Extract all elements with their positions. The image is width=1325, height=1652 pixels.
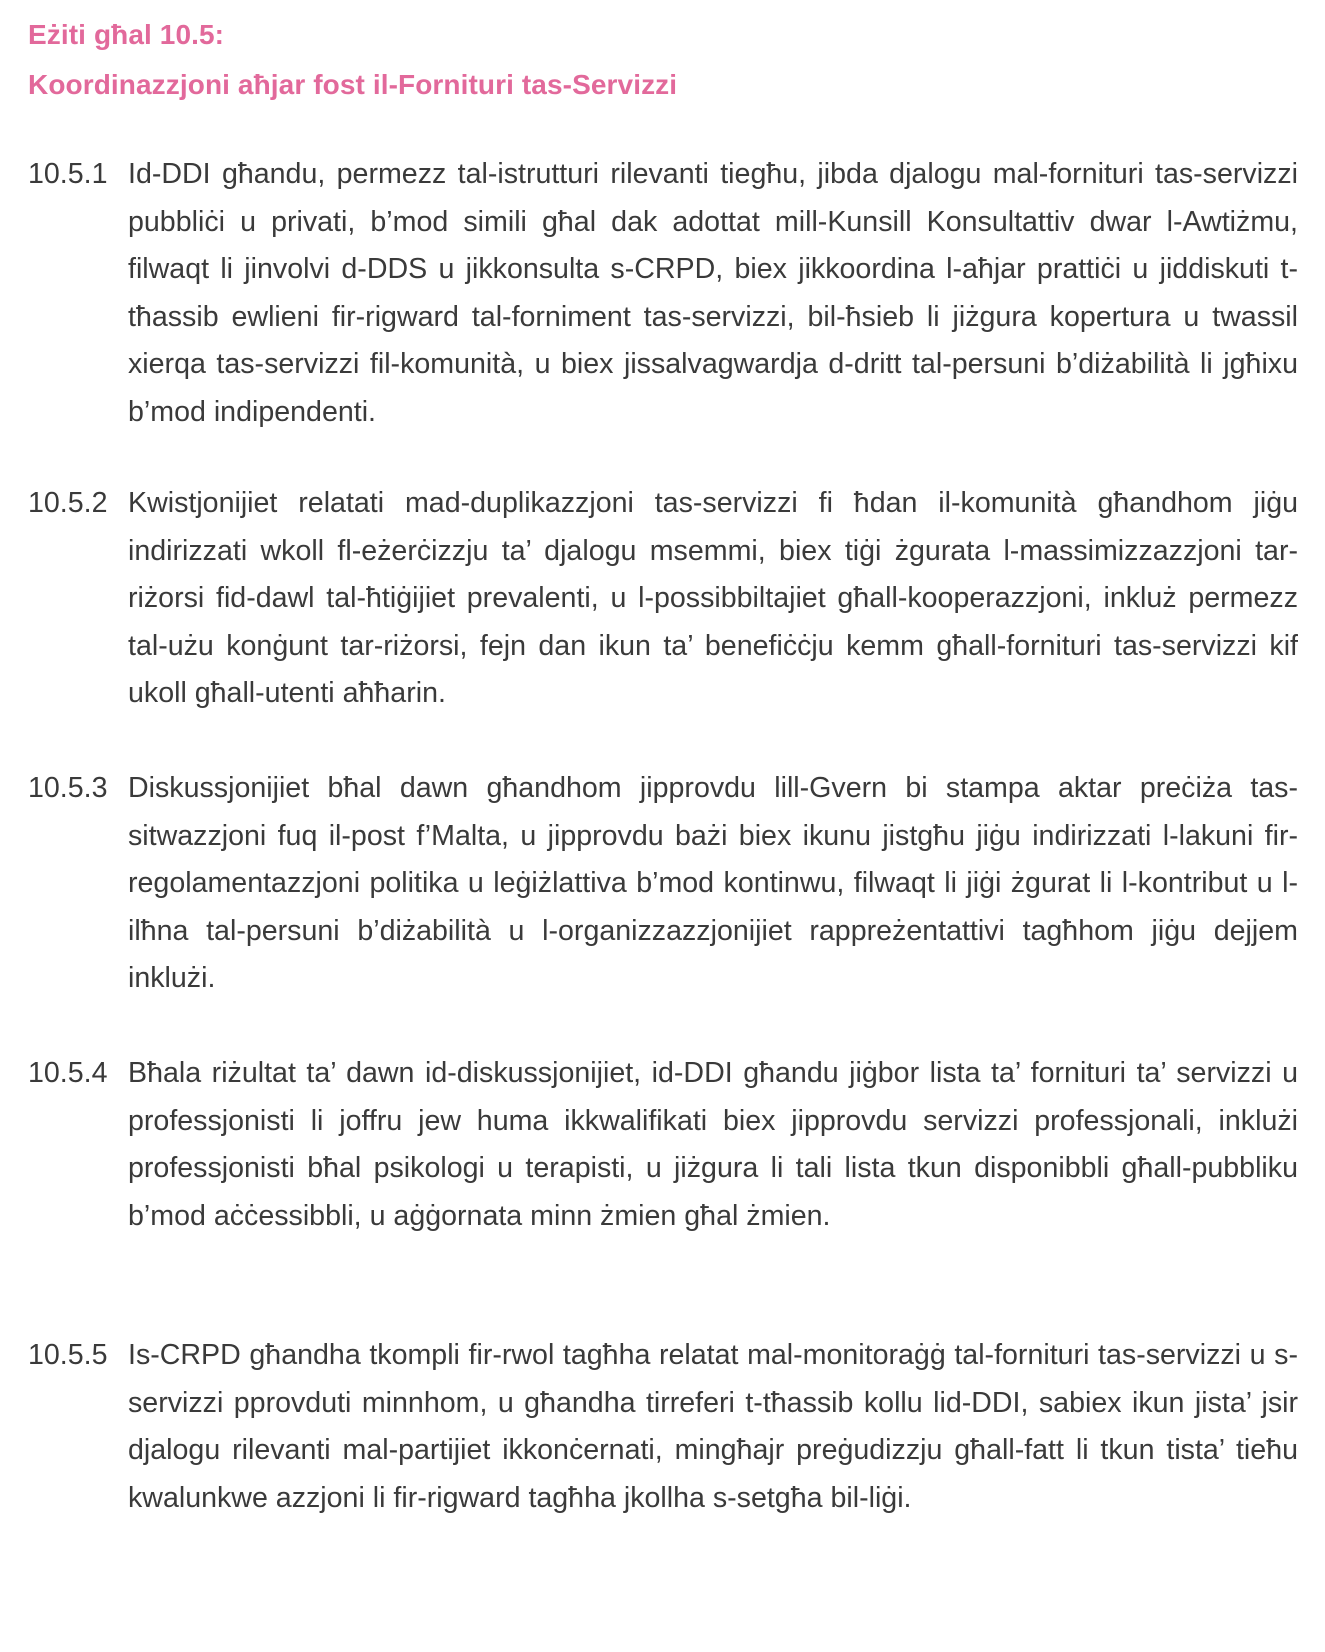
paragraph-text: Bħala riżultat ta’ dawn id-diskussjonijiet, id-DDI għandu jiġbor lista ta’ fornituri ta’ servizzi u professjonisti li joffru jew huma ikkwalifikati biex jipprovdu servizzi professjonali, inklużi professjonisti bħal psikologi u terapisti, u jiżgura li tali lista tkun disponibbli għall-pubbliku b’mod aċċessibbli, u aġġornata minn żmien għal żmien. (128, 1057, 1298, 1232)
paragraph-text: Kwistjonijiet relatati mad-duplikazzjoni tas-servizzi fi ħdan il-komunità għandhom jiġu indirizzati wkoll fl-eżerċizzju ta’ djalogu msemmi, biex tiġi żgurata l-massimizzazzjoni tar-riżorsi fid-dawl tal-ħtiġijiet prevalenti, u l-possibbiltajiet għall-kooperazzjoni, inkluż permezz tal-użu konġunt tar-riżorsi, fejn dan ikun ta’ benefiċċju kemm għall-fornituri tas-servizzi kif ukoll għall-utenti aħħarin. (128, 487, 1298, 710)
section-heading (28, 10, 677, 110)
paragraph-number: 10.5.2 (28, 487, 108, 519)
paragraph-number: 10.5.1 (28, 158, 108, 190)
paragraph-number: 10.5.3 (28, 772, 108, 804)
paragraph-10-5-1 (28, 151, 1298, 437)
heading-line-2: Koordinazzjoni aħjar fost il-Fornituri tas-Servizzi (28, 69, 678, 100)
paragraph-10-5-2 (28, 480, 1298, 718)
heading-line-1: Eżiti għal 10.5: (28, 19, 225, 50)
paragraph-number: 10.5.4 (28, 1057, 108, 1089)
paragraph-text: Id-DDI għandu, permezz tal-istrutturi rilevanti tiegħu, jibda djalogu mal-fornituri tas-servizzi pubbliċi u privati, b’mod simili għal dak adottat mill-Kunsill Konsultattiv dwar l-Awtiżmu, filwaqt li jinvolvi d-DDS u jikkonsulta s-CRPD, biex jikkoordina l-aħjar prattiċi u jiddiskuti t-tħassib ewlieni fir-rigward tal-forniment tas-servizzi, bil-ħsieb li jiżgura kopertura u twassil xierqa tas-servizzi fil-komunità, u biex jissalvagwardja d-dritt tal-persuni b’diżabilità li jgħixu b’mod indipendenti. (128, 158, 1298, 428)
paragraph-text: Is-CRPD għandha tkompli fir-rwol tagħha relatat mal-monitoraġġ tal-fornituri tas-servizzi u s-servizzi pprovduti minnhom, u għandha tirreferi t-tħassib kollu lid-DDI, sabiex ikun jista’ jsir djalogu rilevanti mal-partijiet ikkonċernati, mingħajr preġudizzju għall-fatt li tkun tista’ tieħu kwalunkwe azzjoni li fir-rigward tagħha jkollha s-setgħa bil-liġi. (128, 1339, 1298, 1514)
paragraph-10-5-4 (28, 1050, 1298, 1240)
paragraph-10-5-3 (28, 765, 1298, 1003)
paragraph-10-5-5 (28, 1332, 1298, 1522)
paragraph-number: 10.5.5 (28, 1339, 108, 1371)
paragraph-text: Diskussjonijiet bħal dawn għandhom jipprovdu lill-Gvern bi stampa aktar preċiża tas-sitwazzjoni fuq il-post f’Malta, u jipprovdu bażi biex ikunu jistgħu jiġu indirizzati l-lakuni fir-regolamentazzjoni politika u leġiżlattiva b’mod kontinwu, filwaqt li jiġi żgurat li l-kontribut u l-ilħna tal-persuni b’diżabilità u l-organizzazzjonijiet rappreżentattivi tagħhom jiġu dejjem inklużi. (128, 772, 1298, 995)
